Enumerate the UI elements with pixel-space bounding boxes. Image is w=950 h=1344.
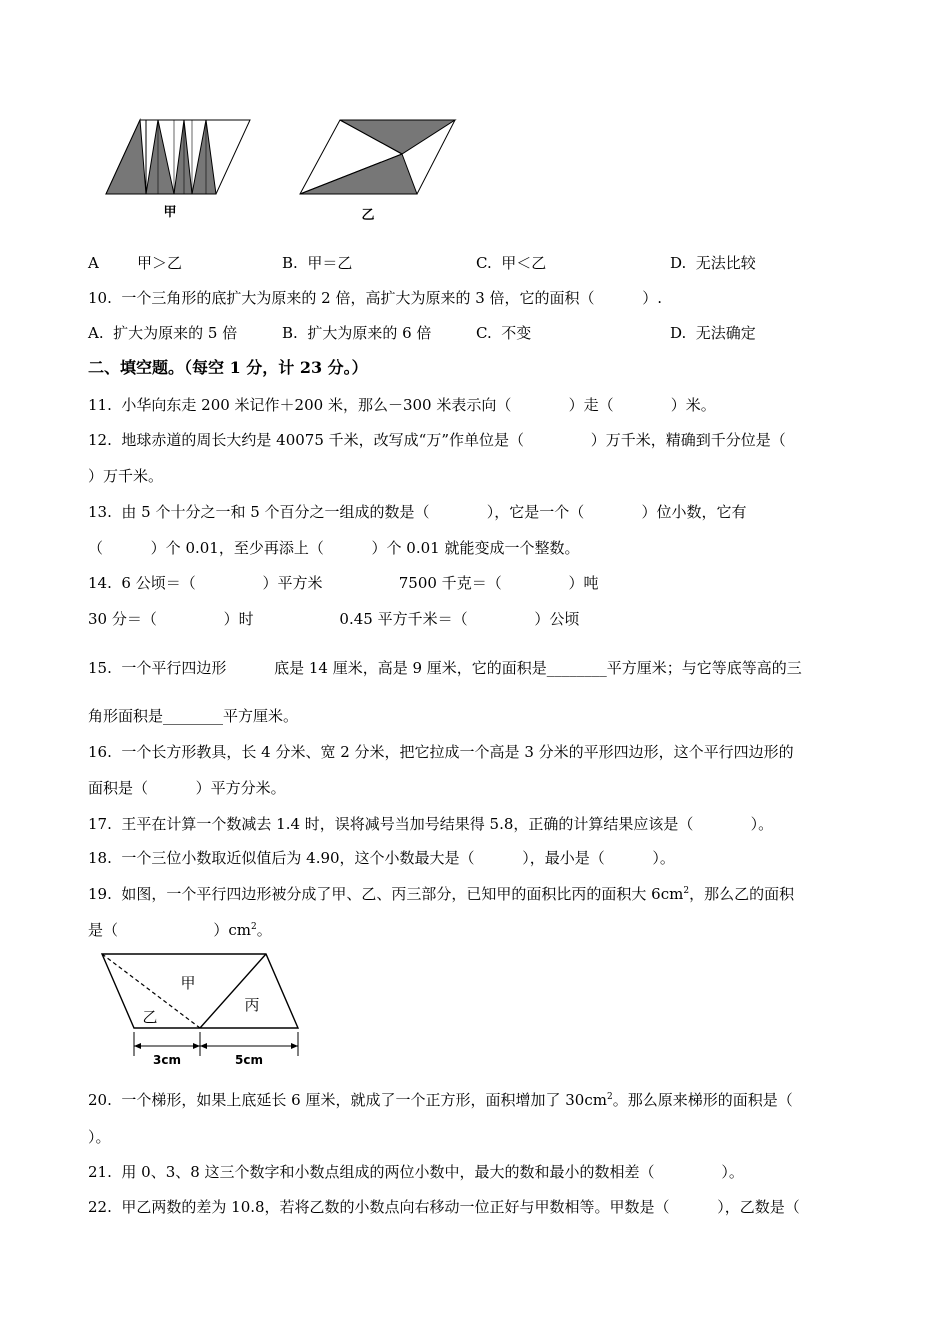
q19-line2-end: 。: [256, 921, 272, 939]
q19-line1-end: ，那么乙的面积: [689, 885, 795, 903]
question-16-line1: 16. 一个长方形教具，长 4 分米、宽 2 分米，把它拉成一个高是 3 分米的平形四边形，这个平行四边形的: [88, 743, 794, 761]
q10-stem: 10. 一个三角形的底扩大为原来的 2 倍，高扩大为原来的 3 倍，它的面积（ ）.: [88, 289, 663, 307]
section-title: 二、填空题。（每空 1 分，计 23 分。）: [88, 358, 368, 377]
question-12-line2: ）万千米。: [88, 467, 164, 485]
q9-option-b: B. 甲＝乙: [282, 254, 353, 272]
question-15-line2: 角形面积是________平方厘米。: [88, 707, 299, 725]
question-19-line2: [88, 920, 272, 940]
q19-line2-text: 是（ ）cm: [88, 921, 251, 939]
figure-q19-label-jia: 甲: [180, 974, 196, 992]
figure-q19-dim-left: 3cm: [153, 1053, 181, 1067]
figure-jia-parallelogram: [106, 120, 250, 194]
figure-yi-label: 乙: [361, 208, 375, 223]
q10-option-b: B. 扩大为原来的 6 倍: [282, 324, 432, 342]
figure-jia-label: 甲: [163, 205, 177, 220]
q19-line1-superscript: 2: [683, 886, 690, 896]
q9-option-d: D. 无法比较: [670, 254, 756, 272]
question-20-line2: ）。: [88, 1128, 111, 1146]
q9-option-c: C. 甲＜乙: [476, 254, 547, 272]
question-11: 11. 小华向东走 200 米记作＋200 米，那么－300 米表示向（ ）走（ ）米。: [88, 396, 716, 414]
question-22: 22. 甲乙两数的差为 10.8，若将乙数的小数点向右移动一位正好与甲数相等。甲数是（ ），乙数是（: [88, 1198, 800, 1216]
question-17: 17. 王平在计算一个数减去 1.4 时，误将减号当加号结果得 5.8，正确的计算结果应该是（ ）。: [88, 815, 774, 833]
q20-line1-superscript: 2: [606, 1092, 613, 1102]
question-12-line1: 12. 地球赤道的周长大约是 40075 千米，改写成“万”作单位是（ ）万千米，精确到千分位是（: [88, 431, 786, 449]
figure-q19-label-bing: 丙: [244, 996, 260, 1014]
figure-q19: [96, 948, 306, 1070]
figure-q9: [100, 112, 470, 227]
question-14-line1: 14. 6 公顷＝（ ）平方米 7500 千克＝（ ）吨: [88, 574, 599, 592]
figure-q19-label-yi: 乙: [142, 1008, 158, 1026]
figure-q19-dim-right: 5cm: [235, 1053, 263, 1067]
q9-option-a: A 甲＞乙: [88, 254, 182, 272]
question-21: 21. 用 0、3、8 这三个数字和小数点组成的两位小数中，最大的数和最小的数相差（ ）。: [88, 1163, 744, 1181]
q19-line1-text: 19. 如图，一个平行四边形被分成了甲、乙、丙三部分，已知甲的面积比丙的面积大 6cm: [88, 885, 684, 903]
q10-option-a: A. 扩大为原来的 5 倍: [88, 324, 238, 342]
q10-option-c: C. 不变: [476, 324, 532, 342]
question-14-line2: 30 分＝（ ）时 0.45 平方千米＝（ ）公顷: [88, 610, 580, 628]
question-19-line1: [88, 884, 794, 904]
q20-line1-end: 。那么原来梯形的面积是（: [612, 1091, 793, 1109]
q19-line2-superscript: 2: [251, 922, 257, 932]
question-16-line2: 面积是（ ）平方分米。: [88, 779, 286, 797]
q20-line1-text: 20. 一个梯形，如果上底延长 6 厘米，就成了一个正方形，面积增加了 30cm: [88, 1091, 607, 1109]
figure-yi-parallelogram: [300, 120, 455, 194]
figure-q19-parallelogram: [102, 954, 298, 1028]
question-20-line1: [88, 1090, 793, 1110]
question-13-line2: （ ）个 0.01，至少再添上（ ）个 0.01 就能变成一个整数。: [88, 539, 580, 557]
question-13-line1: 13. 由 5 个十分之一和 5 个百分之一组成的数是（ ），它是一个（ ）位小数，它有: [88, 503, 747, 521]
question-18: 18. 一个三位小数取近似值后为 4.90，这个小数最大是（ ），最小是（ ）。: [88, 849, 675, 867]
q10-option-d: D. 无法确定: [670, 324, 756, 342]
figure-q19-line-right: [200, 954, 266, 1028]
question-15-line1: 15. 一个平行四边形 底是 14 厘米，高是 9 厘米，它的面积是________平方厘米；与它等底等高的三: [88, 659, 802, 677]
